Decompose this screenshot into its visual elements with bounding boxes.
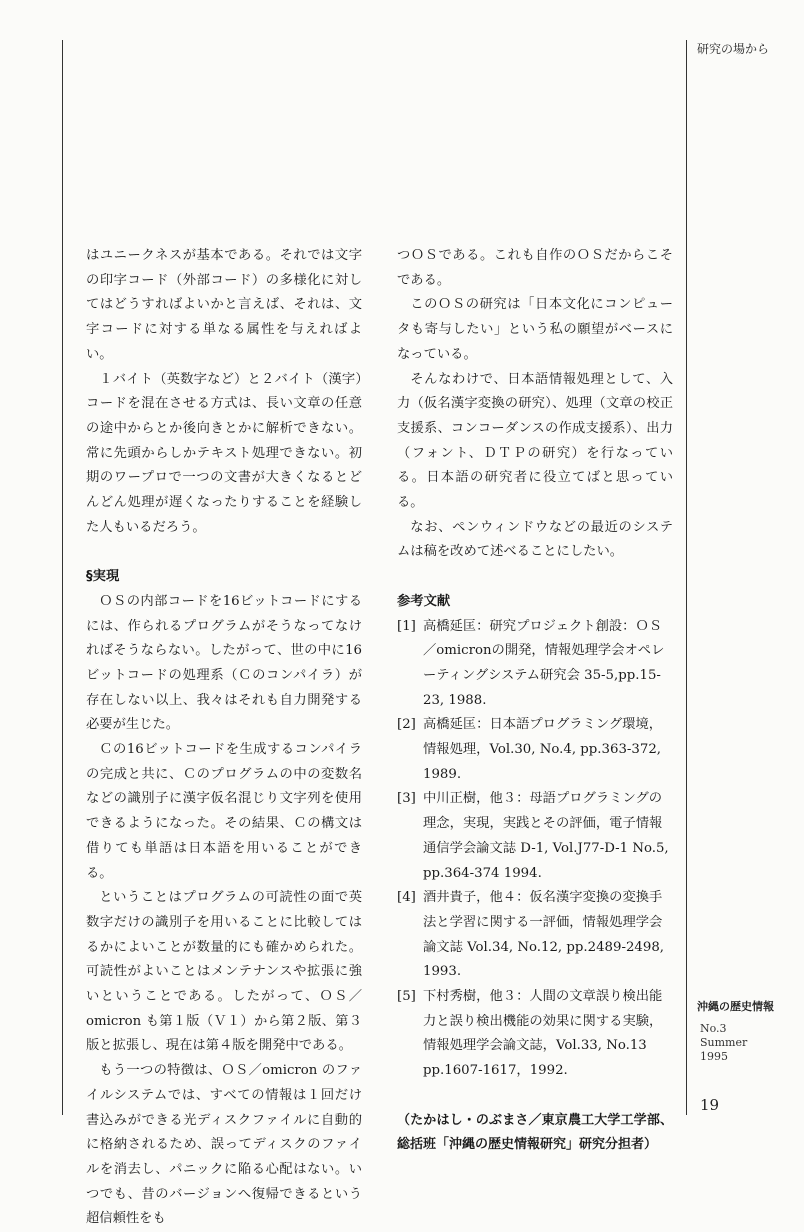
reference-item: [3] 中川正樹，他３：母語プログラミングの理念，実現，実践とその評価，電子情報通信学会論文誌 D-1, Vol.J77-D-1 No.5, pp.364-374 1994. [397, 791, 669, 881]
paragraph: そんなわけで、日本語情報処理として、入力（仮名漢字変換の研究）、処理（文章の校正支援系、コンコーダンスの作成支援系）、出力（フォント、ＤＴＰの研究）を行なっている。日本語の研究者に役立てばと思っている。 [397, 371, 673, 511]
section-heading: §実現 [86, 569, 120, 585]
journal-title: 沖縄の歴史情報 [697, 1000, 774, 1013]
issue-number: No.3 [700, 1022, 727, 1035]
paragraph: ということはプログラムの可読性の面で英数字だけの識別子を用いることに比較してはるかによいことが数量的にも確かめられた。可読性がよいことはメンテナンスや拡張に強いということである。したがって、ＯＳ／omicron も第１版（Ｖ１）から第２版、第３版と拡張し、現在は第４版を開発中である。 [86, 890, 362, 1054]
reference-item: [2] 高橋延匡：日本語プログラミング環境，情報処理，Vol.30, No.4, pp.363-372, 1989. [397, 717, 663, 782]
paragraph: つＯＳである。これも自作のＯＳだからこそである。 [397, 248, 673, 288]
paragraph: もう一つの特徴は、ＯＳ／omicron のファイルシステムでは、すべての情報は１回だけ書込みができる光ディスクファイルに自動的に格納されるため、誤ってディスクのファイルを消去し、パニックに陥る心配はない。いつでも、昔のバージョンへ復帰できるという超信頼性をも [86, 1063, 362, 1227]
paragraph: このＯＳの研究は「日本文化にコンピュータも寄与したい」という私の願望がベースになっている。 [397, 297, 673, 362]
reference-list [397, 615, 673, 1084]
section-header: 研究の場から [697, 42, 770, 56]
author-credit: （たかはし・のぶまさ／東京農工大学工学部、総括班「沖縄の歴史情報研究」研究分担者） [397, 1112, 673, 1153]
left-rule [62, 40, 63, 1115]
column-1 [86, 244, 362, 1232]
paragraph: なお、ペンウィンドウなどの最近のシステムは稿を改めて述べることにしたい。 [397, 519, 673, 560]
right-rule [686, 40, 687, 1115]
paragraph: はユニークネスが基本である。それでは文字の印字コード（外部コード）の多様化に対してはどうすればよいかと言えば、それは、文字コードに対する単なる属性を与えればよい。 [86, 248, 362, 362]
paragraph: Ｃの16ビットコードを生成するコンパイラの完成と共に、Ｃのプログラムの中の変数名などの識別子に漢字仮名混じり文字列を使用できるようになった。その結果、Ｃの構文は借りても単語は日本語を用いることができる。 [86, 742, 362, 881]
reference-item: [5] 下村秀樹，他３：人間の文章誤り検出能力と誤り検出機能の効果に関する実験，情報処理学会論文誌，Vol.33, No.13 pp.1607-1617，1992. [397, 989, 663, 1079]
references-heading: 参考文献 [397, 593, 451, 609]
paragraph: １バイト（英数字など）と２バイト（漢字）コードを混在させる方式は、長い文章の任意の途中からとか後向きとかに解析できない。常に先頭からしかテキスト処理できない。初期のワープロで一つの文書が大きくなるとどんどん処理が遅くなったりすることを経験した人もいるだろう。 [86, 371, 362, 535]
reference-item: [1] 高橋延匡：研究プロジェクト創設：ＯＳ／omicronの開発，情報処理学会オペレーティングシステム研究会 35-5,pp.15-23, 1988. [397, 618, 665, 708]
journal-issue-info [700, 1022, 747, 1064]
page-number: 19 [700, 1096, 720, 1114]
issue-season: Summer [700, 1036, 748, 1049]
reference-item: [4] 酒井貴子，他４：仮名漢字変換の変換手法と学習に関する一評価，情報処理学会論文誌 Vol.34, No.12, pp.2489-2498, 1993. [397, 890, 665, 980]
column-2 [397, 244, 673, 1158]
issue-year: 1995 [700, 1050, 728, 1063]
paragraph: ＯＳの内部コードを16ビットコードにするには、作られるプログラムがそうなってなければそうならない。したがって、世の中に16ビットコードの処理系（Ｃのコンパイラ）が存在しない以上、我々はそれも自力開発する必要が生じた。 [86, 593, 362, 733]
